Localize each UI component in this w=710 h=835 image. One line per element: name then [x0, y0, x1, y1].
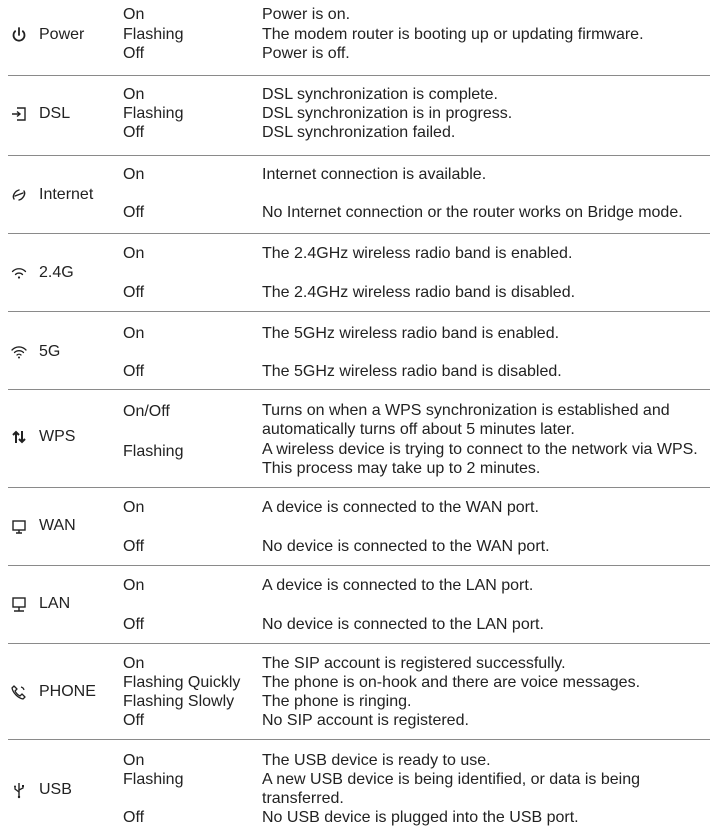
led-description: The 2.4GHz wireless radio band is enabled.: [262, 244, 573, 262]
led-description: DSL synchronization is in progress.: [262, 104, 513, 122]
led-description: No USB device is plugged into the USB port.: [262, 808, 579, 826]
led-label: 2.4G: [39, 264, 74, 281]
wan-icon: [10, 517, 28, 535]
led-status: On: [123, 751, 145, 769]
wifi-5g-icon: [10, 343, 28, 361]
led-description: This process may take up to 2 minutes.: [262, 459, 541, 477]
led-name: [8, 263, 118, 283]
led-row-power: [8, 0, 710, 76]
led-status: Off: [123, 808, 145, 826]
led-status: On: [123, 654, 145, 672]
led-row-dsl: [8, 76, 710, 156]
led-label: Internet: [39, 186, 94, 203]
led-row-wan: [8, 488, 710, 566]
led-description: No device is connected to the WAN port.: [262, 537, 550, 555]
led-name: [8, 25, 118, 45]
led-status: Flashing Slowly: [123, 692, 235, 710]
led-status: On: [123, 85, 145, 103]
led-description: Power is off.: [262, 44, 350, 62]
led-status: On: [123, 165, 145, 183]
led-name: [8, 342, 118, 362]
led-label: PHONE: [39, 683, 96, 700]
led-status: Off: [123, 615, 145, 633]
led-status: On: [123, 5, 145, 23]
led-status: Flashing: [123, 25, 184, 43]
led-status: On: [123, 498, 145, 516]
led-row-usb: [8, 740, 710, 835]
led-description: No Internet connection or the router works on Bridge mode.: [262, 203, 683, 221]
led-row-phone: [8, 644, 710, 740]
led-label: Power: [39, 26, 85, 43]
led-description: transferred.: [262, 789, 344, 807]
led-name: [8, 185, 118, 205]
led-label: 5G: [39, 343, 61, 360]
led-label: WAN: [39, 517, 76, 534]
led-status: On: [123, 324, 145, 342]
led-description: Turns on when a WPS synchronization is established and: [262, 401, 670, 419]
led-name: [8, 516, 118, 536]
led-status: Off: [123, 44, 145, 62]
led-row-internet: [8, 156, 710, 234]
power-icon: [10, 26, 28, 44]
internet-icon: [10, 186, 28, 204]
led-name: [8, 104, 118, 124]
led-name: [8, 427, 118, 447]
led-row-wps: [8, 390, 710, 488]
led-status: Off: [123, 123, 145, 141]
led-status: Off: [123, 362, 145, 380]
led-description: A new USB device is being identified, or data is being: [262, 770, 641, 788]
led-row-5g: [8, 312, 710, 390]
lan-icon: [10, 595, 28, 613]
led-status: On: [123, 244, 145, 262]
led-name: [8, 780, 118, 800]
led-description: A device is connected to the WAN port.: [262, 498, 539, 516]
led-description: Internet connection is available.: [262, 165, 487, 183]
led-label: DSL: [39, 105, 71, 122]
led-row-lan: [8, 566, 710, 644]
led-description: The modem router is booting up or updating firmware.: [262, 25, 644, 43]
led-row-2-4g: [8, 234, 710, 312]
led-description: The USB device is ready to use.: [262, 751, 491, 769]
phone-icon: [10, 683, 28, 701]
led-status: Flashing Quickly: [123, 673, 241, 691]
led-description: The 5GHz wireless radio band is disabled.: [262, 362, 562, 380]
usb-icon: [10, 781, 28, 799]
led-description: The phone is on-hook and there are voice messages.: [262, 673, 641, 691]
led-label: LAN: [39, 595, 71, 612]
led-description: A wireless device is trying to connect to the network via WPS.: [262, 440, 698, 458]
led-status: Off: [123, 203, 145, 221]
led-description: No device is connected to the LAN port.: [262, 615, 544, 633]
led-name: [8, 594, 118, 614]
led-description: A device is connected to the LAN port.: [262, 576, 534, 594]
led-status: On/Off: [123, 402, 170, 420]
wifi-2g-icon: [10, 264, 28, 282]
led-status: Flashing: [123, 770, 184, 788]
led-status: Off: [123, 283, 145, 301]
led-status: Off: [123, 537, 145, 555]
led-status: Flashing: [123, 442, 184, 460]
led-description: The 5GHz wireless radio band is enabled.: [262, 324, 560, 342]
led-description: No SIP account is registered.: [262, 711, 469, 729]
led-label: USB: [39, 781, 72, 798]
led-description: Power is on.: [262, 5, 351, 23]
led-status: Off: [123, 711, 145, 729]
wps-icon: [10, 428, 28, 446]
led-status: On: [123, 576, 145, 594]
led-description: DSL synchronization is complete.: [262, 85, 498, 103]
led-status: Flashing: [123, 104, 184, 122]
led-description: The phone is ringing.: [262, 692, 412, 710]
led-description: automatically turns off about 5 minutes later.: [262, 420, 575, 438]
led-label: WPS: [39, 428, 76, 445]
led-description: The 2.4GHz wireless radio band is disabled.: [262, 283, 576, 301]
led-description: DSL synchronization failed.: [262, 123, 456, 141]
dsl-icon: [10, 105, 28, 123]
led-description: The SIP account is registered successfully.: [262, 654, 566, 672]
led-name: [8, 682, 118, 702]
